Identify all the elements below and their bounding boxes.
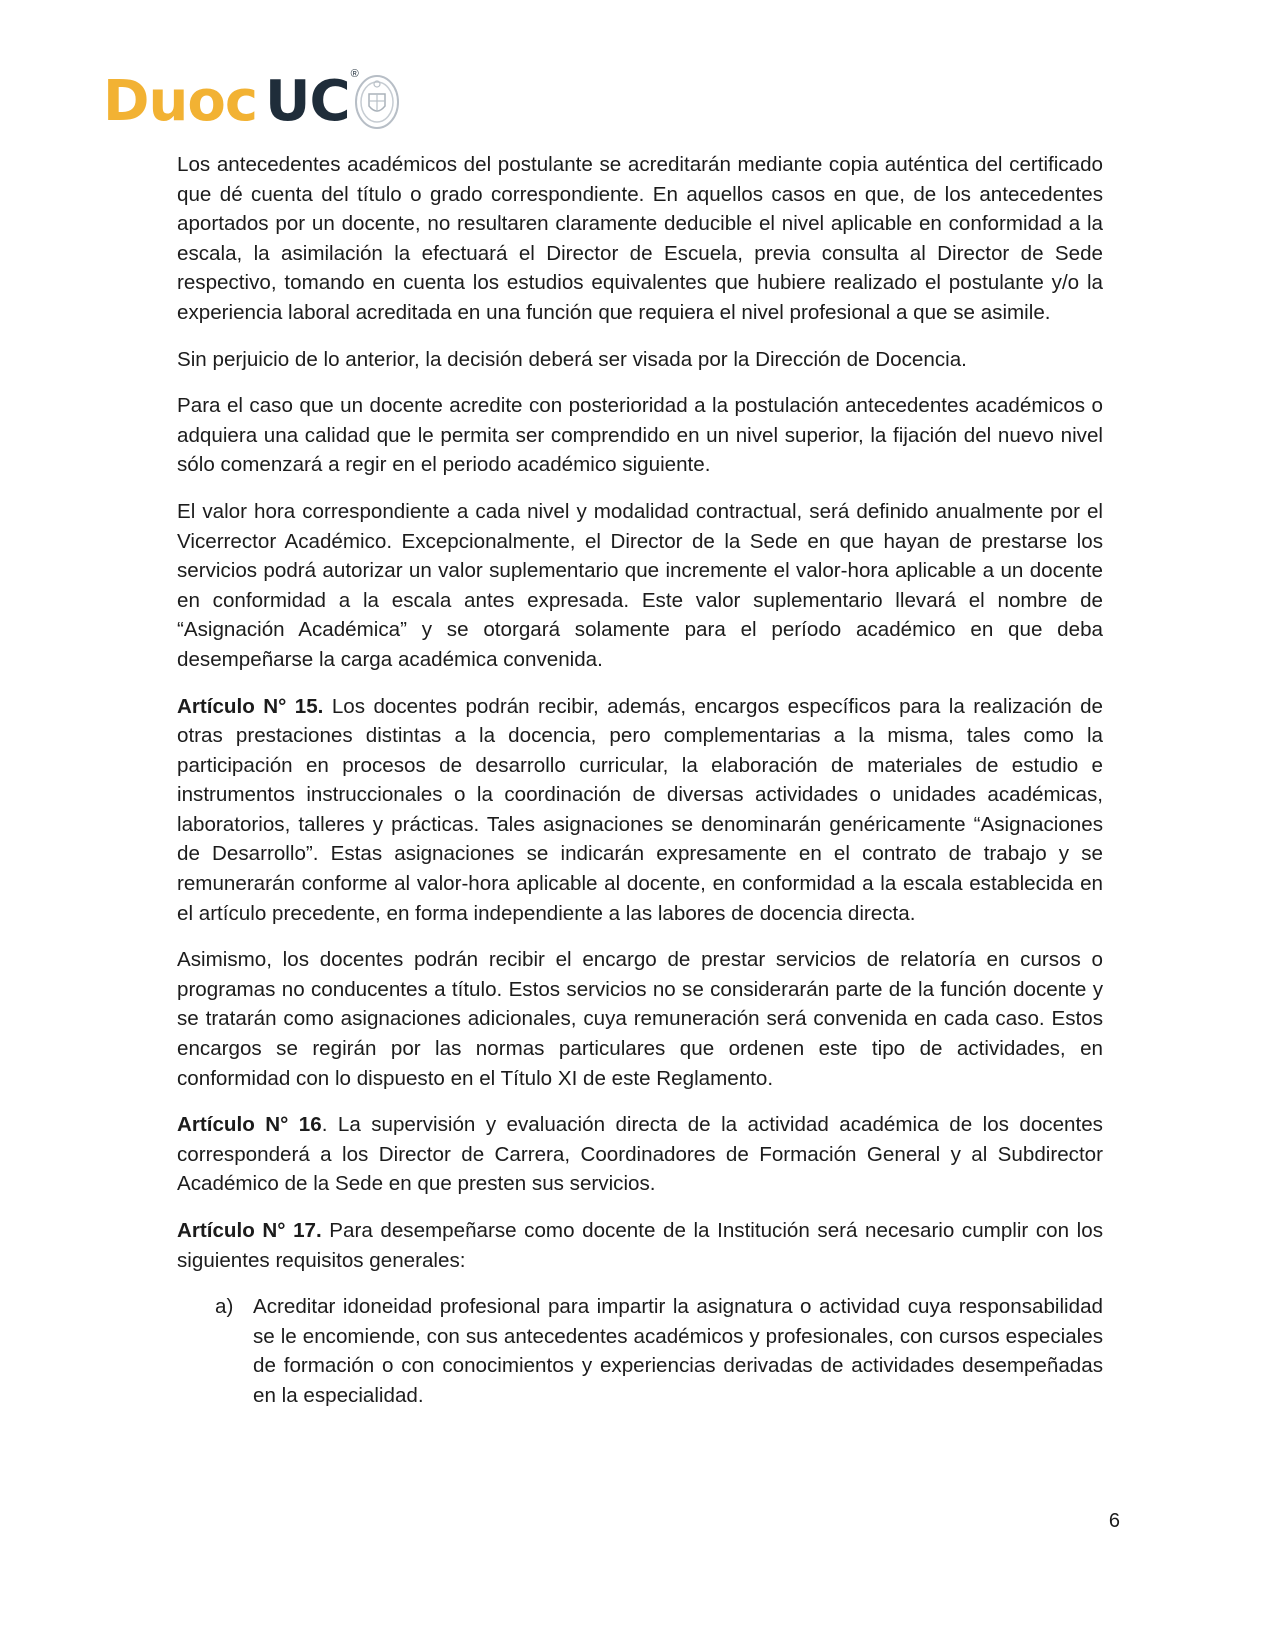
- list-item-text: Acreditar idoneidad profesional para impartir la asignatura o actividad cuya responsabilidad se le encomiende, con sus antecedentes académicos y profesionales, con cursos especiales de formación o con conocimientos y experiencias derivadas de actividades desempeñadas en la especialidad.: [253, 1295, 1103, 1407]
- article-17-text: Para desempeñarse como docente de la Institución será necesario cumplir con los siguientes requisitos generales:: [177, 1219, 1103, 1272]
- paragraph-hourly-value: El valor hora correspondiente a cada nivel y modalidad contractual, será definido anualmente por el Vicerrector Académico. Excepcionalmente, el Director de la Sede en que hayan de prestarse los servicios podrá autorizar un valor suplementario que incremente el valor-hora aplicable a un docente en conformidad a la escala antes expresada. Este valor suplementario llevará el nombre de “Asignación Académica” y se otorgará solamente para el período académico en que deba desempeñarse la carga académica convenida.: [177, 499, 1103, 671]
- article-17: [177, 1216, 1103, 1275]
- list-item-marker: a): [215, 1295, 234, 1319]
- article-17-label: Artículo N° 17.: [177, 1219, 322, 1242]
- seal-icon: [353, 72, 401, 132]
- article-15: [177, 692, 1103, 929]
- paragraph-approval: Sin perjuicio de lo anterior, la decisión deberá ser visada por la Dirección de Docencia.: [177, 347, 967, 371]
- logo-duoc-text: Duoc: [103, 69, 258, 134]
- document-body: [177, 150, 1103, 1411]
- paragraph-academic-records: Los antecedentes académicos del postulante se acreditarán mediante copia auténtica del certificado que dé cuenta del título o grado correspondiente. En aquellos casos en que, de los antecedentes aportados por un docente, no resultaren claramente deducible el nivel aplicable en conformidad a la escala, la asimilación la efectuará el Director de Escuela, previa consulta al Director de Sede respectivo, tomando en cuenta los estudios equivalentes que hubiere realizado el postulante y/o la experiencia laboral acreditada en una función que requiera el nivel profesional a que se asimile.: [177, 153, 1103, 324]
- article-15-text: Los docentes podrán recibir, además, encargos específicos para la realización de otras prestaciones distintas a la docencia, pero complementarias a la misma, tales como la participación en procesos de desarrollo curricular, la elaboración de materiales de estudio e instrumentos instruccionales o la coordinación de diversas actividades o unidades académicas, laboratorios, talleres y prácticas. Tales asignaciones se denominarán genéricamente “Asignaciones de Desarrollo”. Estas asignaciones se indicarán expresamente en el contrato de trabajo y se remunerarán conforme al valor-hora aplicable al docente, en conformidad a la escala establecida en el artículo precedente, en forma independiente a las labores de docencia directa.: [177, 694, 1104, 925]
- article-16-text: . La supervisión y evaluación directa de la actividad académica de los docentes corresponderá a los Director de Carrera, Coordinadores de Formación General y al Subdirector Académico de la Sede en que presten sus servicios.: [177, 1113, 1103, 1196]
- article-16: [177, 1110, 1103, 1199]
- list-item: [215, 1292, 1103, 1410]
- duoc-uc-logo: [103, 66, 401, 134]
- page-number: 6: [1108, 1510, 1120, 1532]
- article-16-label: Artículo N° 16: [177, 1113, 322, 1137]
- article-15-label: Artículo N° 15.: [177, 694, 324, 718]
- logo-registered-mark: ®: [350, 68, 359, 80]
- paragraph-level-change: Para el caso que un docente acredite con posterioridad a la postulación antecedentes académicos o adquiera una calidad que le permita ser comprendido en un nivel superior, la fijación del nuevo nivel sólo comenzará a regir en el periodo académico siguiente.: [177, 394, 1103, 477]
- logo-uc-text: UC: [265, 69, 350, 134]
- paragraph-relatoria: Asimismo, los docentes podrán recibir el encargo de prestar servicios de relatoría en cursos o programas no conducentes a título. Estos servicios no se considerarán parte de la función docente y se tratarán como asignaciones adicionales, cuya remuneración será convenida en cada caso. Estos encargos se regirán por las normas particulares que ordenen este tipo de actividades, en conformidad con lo dispuesto en el Título XI de este Reglamento.: [177, 948, 1103, 1090]
